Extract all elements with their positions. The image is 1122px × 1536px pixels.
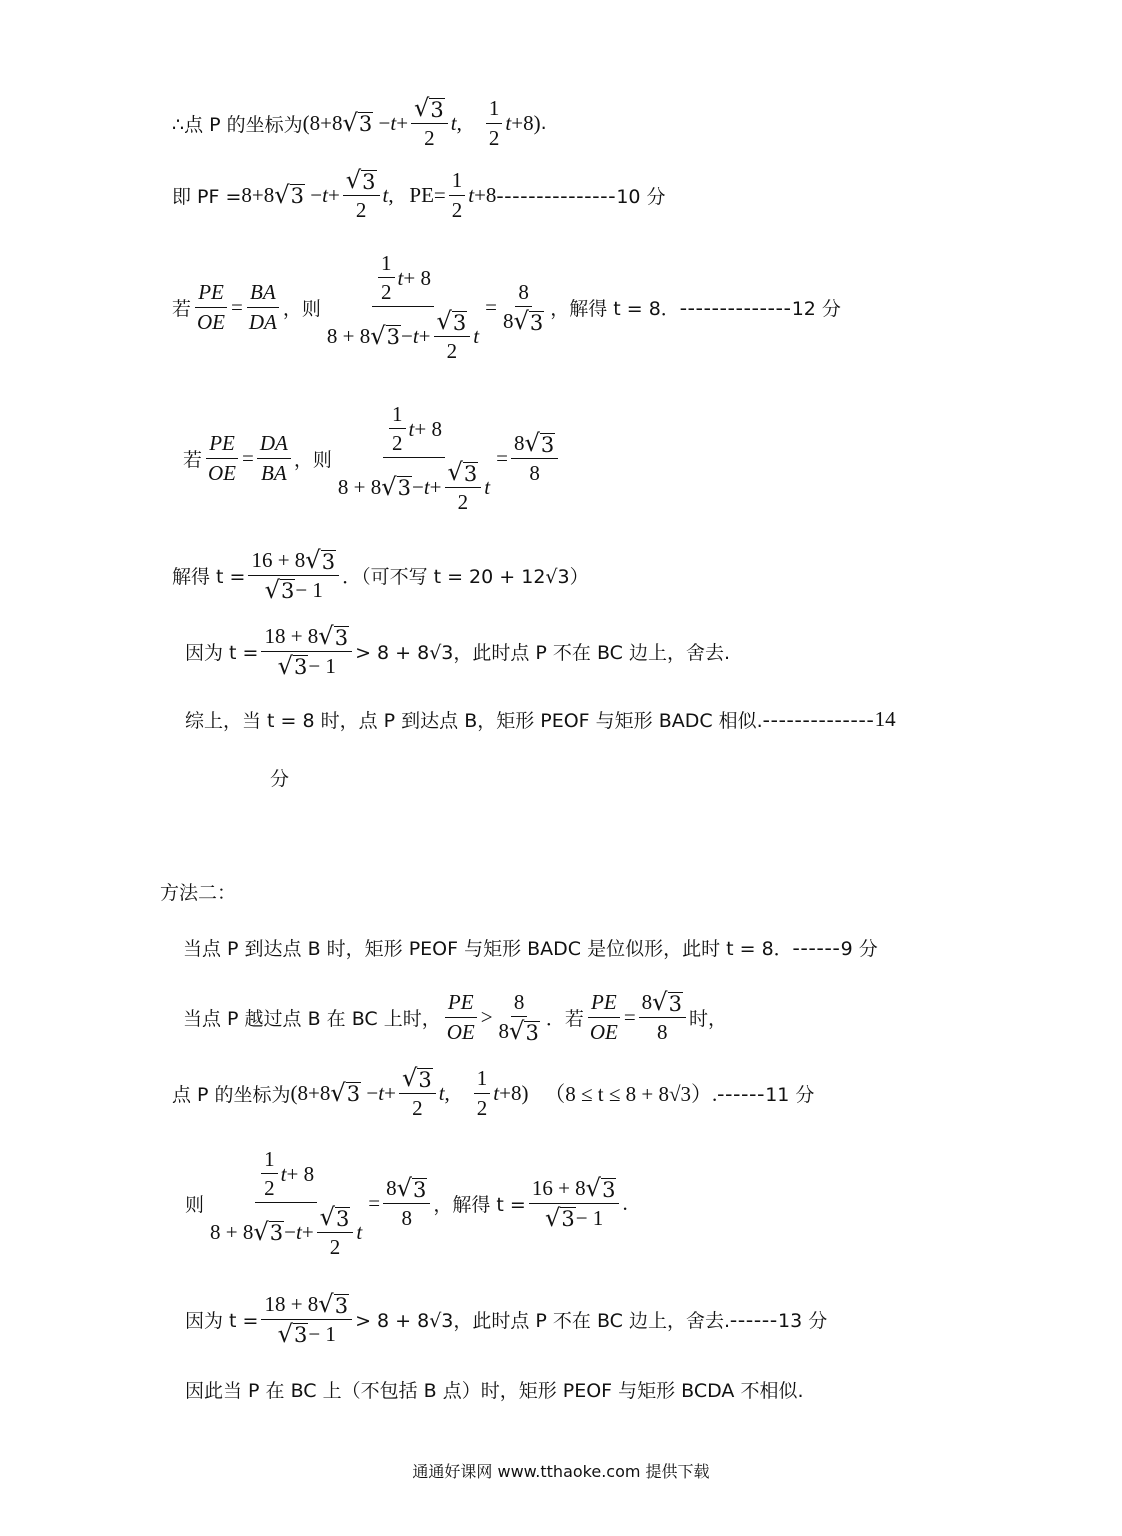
line4-ze: ，则 — [293, 448, 332, 471]
line7-score: 14 — [874, 706, 896, 731]
line-because-2: 因为 t = 18 + 8 √ 3 √ 3 − 1 > 8 + 8√3，此时点 P 不在 BC 边上，舍去. ------ 13 分 — [185, 1290, 828, 1348]
line-because-1: 因为 t = 18 + 8 √ 3 √ 3 − 1 > 8 + 8√3，此时点 P 不在 BC 边上，舍去. — [185, 622, 731, 680]
line11-range: （8 ≤ t ≤ 8 + 8√3）. — [544, 1082, 718, 1106]
line1-end: . — [540, 112, 547, 134]
line9-score: 9 分 — [840, 937, 878, 960]
line2-pe: PE= — [409, 182, 446, 207]
line11-score: 11 分 — [765, 1083, 815, 1106]
line11-prefix: 点 P 的坐标为 — [172, 1083, 291, 1106]
line12-end: . — [622, 1190, 628, 1215]
line7-dash: -------------- — [762, 706, 875, 731]
line10-mid: ．若 — [545, 1007, 584, 1030]
line3-ruo: 若 — [172, 297, 192, 320]
line10-end: 时， — [688, 1007, 727, 1030]
line-conclusion-wrap — [270, 760, 289, 794]
line3-sol: ，解得 t = 8． — [550, 297, 680, 320]
line-point-p-coords-2: 点 P 的坐标为 (8+8 √ 3 − t + √ 3 2 t , $\frac{1}{2}$ t +8) （8 ≤ t ≤ 8 + 8√3）. ------ 11 分 — [172, 1064, 815, 1120]
line-case2: 若 $\frac{PE}{OE}$ = $\frac{DA}{BA}$ ，则 $\frac{1}{2}$ t + 8 8 + 8 √ 3 − t + √ 3 2 t = 8 √ 3 8 — [183, 395, 561, 521]
footer-text: 通通好课网 www.tthaoke.com 提供下载 — [412, 1461, 710, 1481]
line-pf-pe: 即 PF = 8+8 √ 3 − t + √ 3 2 t , PE= $\frac{1}{2}$ t +8 --------------- 10 分 — [172, 166, 666, 222]
page-footer — [0, 1456, 1122, 1484]
line13-mid: > 8 + 8√3，此时点 P 不在 BC 边上，舍去. — [355, 1309, 731, 1332]
line2-score: 10 分 — [616, 185, 666, 208]
line7b-text: 分 — [270, 767, 290, 790]
line10-prefix: 当点 P 越过点 B 在 BC 上时， — [183, 1007, 441, 1030]
line-point-p-coords: ∴点 P 的坐标为 (8+8 √ 3 − t + √ 3 2 t , $\frac{1}{2}$ t +8) . — [172, 94, 547, 150]
line2-prefix: 即 PF = — [172, 185, 242, 208]
line13-dash: ------ — [730, 1306, 778, 1331]
line14-text: 因此当 P 在 BC 上（不包括 B 点）时，矩形 PEOF 与矩形 BCDA 不相似. — [185, 1379, 804, 1402]
line11-dash: ------ — [717, 1080, 766, 1105]
line3-dash: -------------- — [679, 294, 792, 319]
line12-ze: 则 — [185, 1193, 205, 1216]
line3-ze: ，则 — [282, 297, 321, 320]
line1-prefix: ∴点 P 的坐标为 — [172, 113, 303, 136]
line-case1: 若 $\frac{PE}{OE}$ = $\frac{BA}{DA}$ ，则 $\frac{1}{2}$ t + 8 8 + 8 √ 3 − t + √ 3 2 t = 8 8 √ 3 ，解得 t = 8． -------------- 12 分 — [172, 251, 841, 363]
line8-text: 方法二： — [160, 881, 237, 904]
line-solve-t: 解得 t = 16 + 8 √ 3 √ 3 − 1 ．（可不写 t = 20 + 12√3） — [172, 546, 589, 604]
line-final-conclusion — [185, 1372, 804, 1406]
method-two-heading — [160, 874, 236, 908]
line6-mid: > 8 + 8√3，此时点 P 不在 BC 边上，舍去. — [355, 641, 731, 664]
line7-text: 综上，当 t = 8 时，点 P 到达点 B，矩形 PEOF 与矩形 BADC 相似. — [185, 709, 763, 732]
line-then-solve: 则 $\frac{1}{2}$ t + 8 8 + 8 √ 3 − t + √ 3 2 t = 8 √ 3 8 ，解得 t = 16 + 8 √ 3 √ 3 − 1 . — [185, 1147, 628, 1259]
line5-note: ．（可不写 t = 20 + 12√3） — [342, 565, 589, 588]
line-conclusion — [185, 702, 896, 736]
line5-prefix: 解得 t = — [172, 565, 246, 588]
line12-sol: ，解得 t = — [433, 1193, 526, 1216]
line3-score: 12 分 — [791, 297, 841, 320]
line2-dash: --------------- — [496, 182, 617, 207]
line9-dash: ------ — [792, 934, 841, 959]
line-homothetic — [183, 930, 878, 964]
line4-ruo: 若 — [183, 448, 203, 471]
line9-text: 当点 P 到达点 B 时，矩形 PEOF 与矩形 BADC 是位似形，此时 t = 8． — [183, 937, 793, 960]
line13-prefix: 因为 t = — [185, 1309, 259, 1332]
line-past-b: 当点 P 越过点 B 在 BC 上时， $\frac{PE}{OE}$ > 8 8 √ 3 ．若 $\frac{PE}{OE}$ = 8 √ 3 8 时， — [183, 988, 727, 1046]
line6-prefix: 因为 t = — [185, 641, 259, 664]
line13-score: 13 分 — [778, 1309, 828, 1332]
